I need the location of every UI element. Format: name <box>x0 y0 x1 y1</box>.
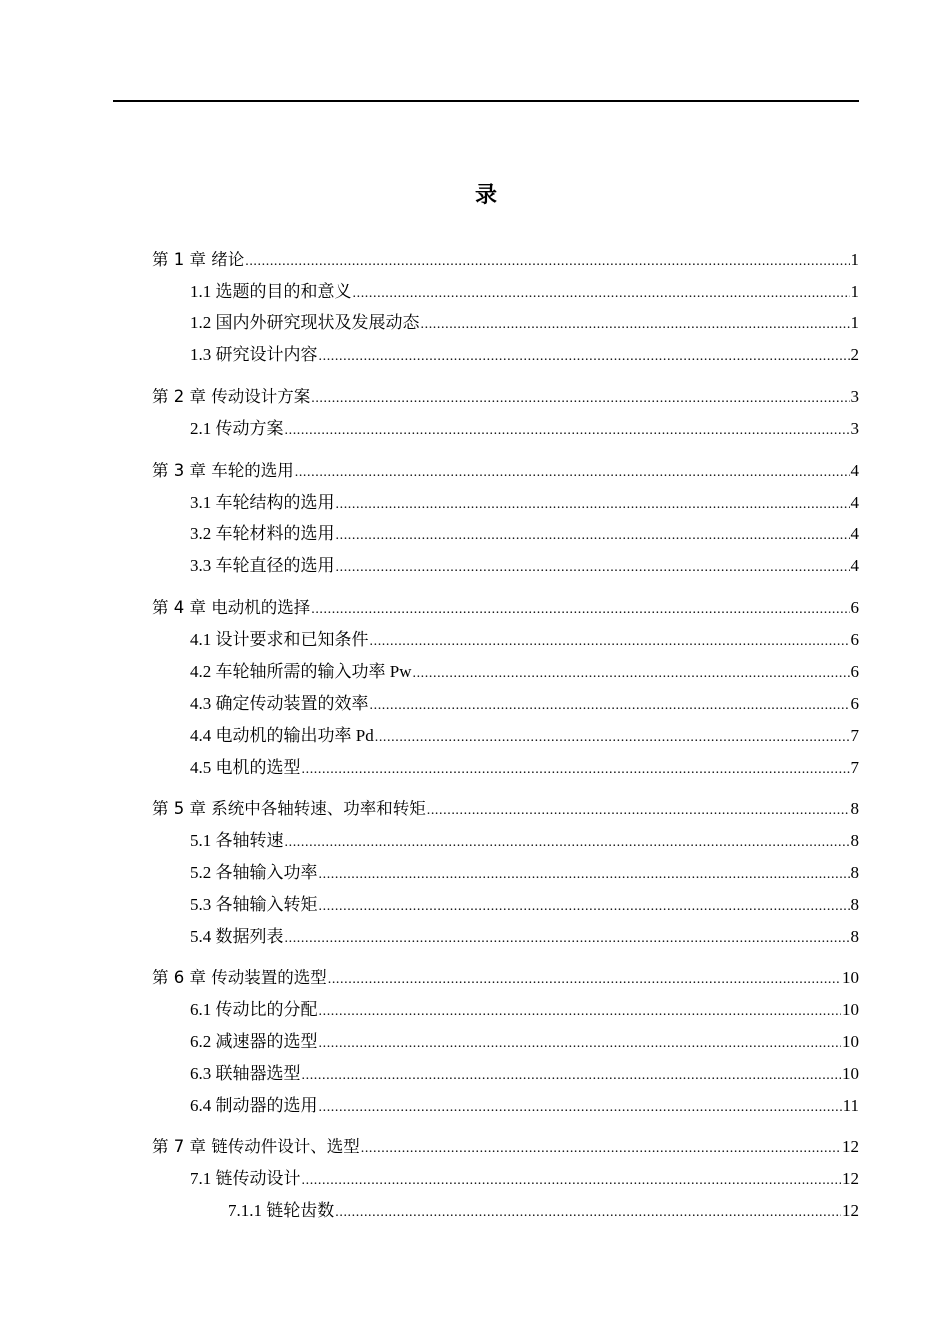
toc-entry[interactable] <box>190 1091 859 1121</box>
dot-leader <box>302 755 850 785</box>
toc-entry-label: 7.1 链传动设计 <box>190 1169 301 1188</box>
toc-entry-label: 第 2 章 传动设计方案 <box>152 387 311 406</box>
toc-entry[interactable] <box>190 414 859 444</box>
dot-leader <box>319 1029 842 1059</box>
toc-entry[interactable] <box>190 1164 859 1194</box>
dot-leader <box>319 1093 842 1123</box>
toc-entry-page: 8 <box>850 831 859 850</box>
toc-entry-label: 6.3 联轴器选型 <box>190 1064 301 1083</box>
toc-entry-label: 5.4 数据列表 <box>190 927 284 946</box>
toc-entry-page: 6 <box>850 662 859 681</box>
toc-entry[interactable] <box>190 721 859 751</box>
toc-entry-label: 2.1 传动方案 <box>190 419 284 438</box>
toc-entry-page: 8 <box>850 863 859 882</box>
toc-entry[interactable] <box>152 963 859 993</box>
toc-entry[interactable] <box>152 245 859 275</box>
toc-entry-label: 3.1 车轮结构的选用 <box>190 493 335 512</box>
toc-entry[interactable] <box>190 753 859 783</box>
toc-entry[interactable] <box>190 519 859 549</box>
toc-entry[interactable] <box>228 1196 859 1226</box>
toc-entry-page: 6 <box>850 598 859 617</box>
toc-entry-page: 10 <box>842 1064 859 1083</box>
dot-leader <box>285 416 850 446</box>
toc-entry[interactable] <box>190 308 859 338</box>
toc-entry[interactable] <box>152 593 859 623</box>
toc-entry-label: 第 5 章 系统中各轴转速、功率和转矩 <box>152 799 426 818</box>
dot-leader <box>302 1166 842 1196</box>
toc-entry-label: 第 3 章 车轮的选用 <box>152 461 294 480</box>
toc-entry-label: 1.2 国内外研究现状及发展动态 <box>190 313 420 332</box>
toc-entry-page: 4 <box>850 556 859 575</box>
toc-entry[interactable] <box>190 277 859 307</box>
toc-entry-page: 4 <box>850 493 859 512</box>
dot-leader <box>319 860 850 890</box>
toc-entry-page: 10 <box>842 968 859 987</box>
toc-entry-label: 第 4 章 电动机的选择 <box>152 598 311 617</box>
toc-entry-label: 4.4 电动机的输出功率 Pd <box>190 726 374 745</box>
dot-leader <box>285 828 850 858</box>
toc-entry-label: 第 7 章 链传动件设计、选型 <box>152 1137 360 1156</box>
dot-leader <box>311 384 849 414</box>
dot-leader <box>370 691 850 721</box>
toc-entry-page: 11 <box>842 1096 859 1115</box>
toc-entry-page: 12 <box>842 1201 859 1220</box>
toc-entry-label: 4.5 电机的选型 <box>190 758 301 777</box>
toc-entry-label: 5.1 各轴转速 <box>190 831 284 850</box>
toc-entry-label: 6.2 减速器的选型 <box>190 1032 318 1051</box>
toc-entry[interactable] <box>190 826 859 856</box>
toc-entry-page: 10 <box>842 1032 859 1051</box>
toc-entry-label: 第 1 章 绪论 <box>152 250 245 269</box>
dot-leader <box>335 1198 841 1228</box>
toc-title: 录 <box>474 183 497 208</box>
toc-entry[interactable] <box>190 340 859 370</box>
dot-leader <box>421 310 850 340</box>
toc-entry-label: 4.3 确定传动装置的效率 <box>190 694 369 713</box>
toc-entry[interactable] <box>190 1027 859 1057</box>
toc-entry-page: 2 <box>850 345 859 364</box>
toc-entry-page: 7 <box>850 758 859 777</box>
dot-leader <box>319 997 842 1027</box>
dot-leader <box>361 1134 841 1164</box>
dot-leader <box>412 659 849 689</box>
toc-entry-page: 12 <box>842 1169 859 1188</box>
toc-entry[interactable] <box>190 995 859 1025</box>
dot-leader <box>336 553 850 583</box>
dot-leader <box>375 723 850 753</box>
toc-entry[interactable] <box>190 890 859 920</box>
toc-entry-page: 1 <box>850 250 859 269</box>
toc-entry-page: 4 <box>850 524 859 543</box>
toc-entry[interactable] <box>190 922 859 952</box>
toc-entry[interactable] <box>190 858 859 888</box>
dot-leader <box>353 279 850 309</box>
toc-entry-label: 1.3 研究设计内容 <box>190 345 318 364</box>
toc-entry[interactable] <box>190 551 859 581</box>
toc-entry[interactable] <box>152 456 859 486</box>
toc-entry[interactable] <box>152 382 859 412</box>
toc-entry-page: 3 <box>850 419 859 438</box>
dot-leader <box>427 796 850 826</box>
toc-entry-page: 7 <box>850 726 859 745</box>
toc-entry-page: 12 <box>842 1137 859 1156</box>
toc-entry-page: 3 <box>850 387 859 406</box>
dot-leader <box>311 595 849 625</box>
toc-entry-label: 7.1.1 链轮齿数 <box>228 1201 335 1220</box>
dot-leader <box>285 924 850 954</box>
toc-entry-label: 6.4 制动器的选用 <box>190 1096 318 1115</box>
toc-entry-page: 1 <box>850 313 859 332</box>
dot-leader <box>319 342 850 372</box>
toc-entry[interactable] <box>190 1059 859 1089</box>
toc-entry-page: 1 <box>850 282 859 301</box>
toc-entry-label: 1.1 选题的目的和意义 <box>190 282 352 301</box>
dot-leader <box>295 458 850 488</box>
toc-entry-label: 6.1 传动比的分配 <box>190 1000 318 1019</box>
dot-leader <box>245 247 849 277</box>
toc-entry[interactable] <box>190 488 859 518</box>
toc-entry-label: 3.2 车轮材料的选用 <box>190 524 335 543</box>
toc-entry-page: 10 <box>842 1000 859 1019</box>
header-rule <box>113 100 859 102</box>
toc-entry[interactable] <box>190 689 859 719</box>
toc-entry-page: 8 <box>850 927 859 946</box>
toc-entry-label: 5.2 各轴输入功率 <box>190 863 318 882</box>
toc-entry-page: 6 <box>850 630 859 649</box>
dot-leader <box>370 627 850 657</box>
dot-leader <box>328 965 841 995</box>
dot-leader <box>336 521 850 551</box>
toc-entry[interactable] <box>152 1132 859 1162</box>
toc-entry-page: 4 <box>850 461 859 480</box>
toc-entry[interactable] <box>190 657 859 687</box>
toc-entry[interactable] <box>152 794 859 824</box>
toc-entry-page: 6 <box>850 694 859 713</box>
toc-entry-label: 4.2 车轮轴所需的输入功率 Pw <box>190 662 412 681</box>
dot-leader <box>336 490 850 520</box>
toc-entry-label: 5.3 各轴输入转矩 <box>190 895 318 914</box>
toc-entry-label: 第 6 章 传动装置的选型 <box>152 968 327 987</box>
toc-entry-label: 3.3 车轮直径的选用 <box>190 556 335 575</box>
toc-entry[interactable] <box>190 625 859 655</box>
toc-entry-page: 8 <box>850 799 859 818</box>
toc-entry-page: 8 <box>850 895 859 914</box>
dot-leader <box>302 1061 842 1091</box>
toc-entry-label: 4.1 设计要求和已知条件 <box>190 630 369 649</box>
dot-leader <box>319 892 850 922</box>
